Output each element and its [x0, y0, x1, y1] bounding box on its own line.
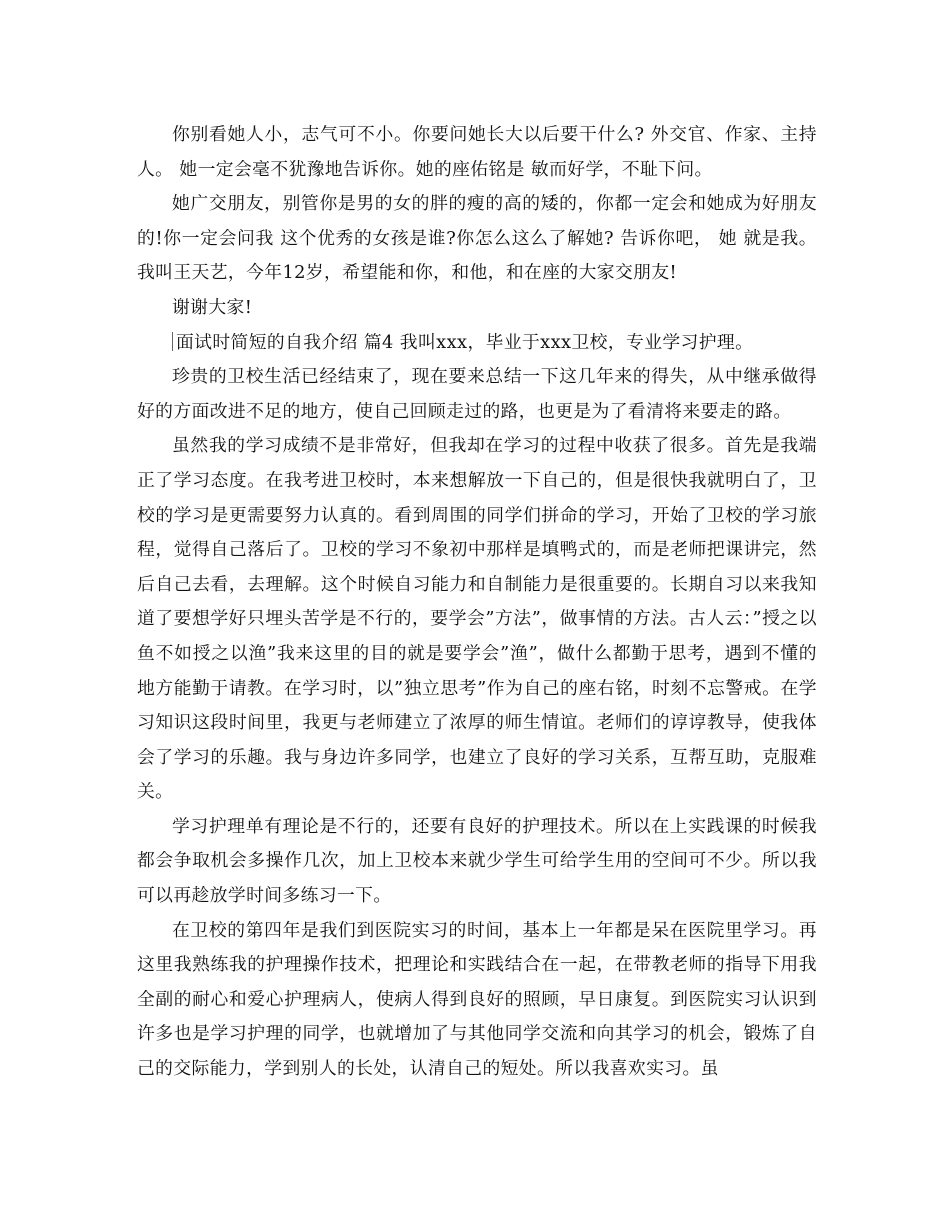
- paragraph: 她广交朋友，别管你是男的女的胖的瘦的高的矮的，你都一定会和她成为好朋友的!你一定会问我 这个优秀的女孩是谁?你怎么这么了解她? 告诉你吧， 她 就是我。我叫王天艺，今年12岁，希望能和你，和他，和在座的大家交朋友!: [137, 193, 817, 284]
- paragraph: 虽然我的学习成绩不是非常好，但我却在学习的过程中收获了很多。首先是我端正了学习态度。在我考进卫校时，本来想解放一下自己的，但是很快我就明白了，卫校的学习是更需要努力认真的。看到周围的同学们拼命的学习，开始了卫校的学习旅程，觉得自己落后了。卫校的学习不象初中那样是填鸭式的，而是老师把课讲完，然后自己去看，去理解。这个时候自习能力和自制能力是很重要的。长期自习以来我知道了要想学好只埋头苦学是不行的，要学会”方法”，做事情的方法。古人云：”授之以鱼不如授之以渔”我来这里的目的就是要学会”渔”，做什么都勤于思考，遇到不懂的地方能勤于请教。在学习时，以”独立思考”作为自己的座右铭，时刻不忘警戒。在学习知识这段时间里，我更与老师建立了浓厚的师生情谊。老师们的谆谆教导，使我体会了学习的乐趣。我与身边许多同学，也建立了良好的学习关系，互帮互助，克服难关。: [137, 435, 817, 803]
- paragraph: 学习护理单有理论是不行的，还要有良好的护理技术。所以在上实践课的时候我都会争取机会多操作几次，加上卫校本来就少学生可给学生用的空间可不少。所以我可以再趁放学时间多练习一下。: [137, 815, 817, 907]
- section-heading: 面试时简短的自我介绍 篇4 我叫xxx，毕业于xxx卫校，专业学习护理。: [176, 331, 754, 353]
- section-heading-line: [137, 326, 817, 361]
- document-body: [137, 118, 817, 1087]
- paragraph: 在卫校的第四年是我们到医院实习的时间，基本上一年都是呆在医院里学习。再这里我熟练我的护理操作技术，把理论和实践结合在一起，在带教老师的指导下用我全副的耐心和爱心护理病人，使病人得到良好的照顾，早日康复。到医院实习认识到许多也是学习护理的同学，也就增加了与其他同学交流和向其学习的机会，锻炼了自己的交际能力，学到别人的长处，认清自己的短处。所以我喜欢实习。虽: [137, 919, 817, 1080]
- text-cursor-bar: [172, 332, 173, 351]
- paragraph: 谢谢大家!: [172, 296, 253, 318]
- paragraph: 珍贵的卫校生活已经结束了，现在要来总结一下这几年来的得失，从中继承做得好的方面改进不足的地方，使自己回顾走过的路，也更是为了看清将来要走的路。: [137, 366, 817, 422]
- paragraph: 你别看她人小，志气可不小。你要问她长大以后要干什么? 外交官、作家、主持人。 她一定会毫不犹豫地告诉你。她的座佑铭是 敏而好学，不耻下问。: [137, 124, 817, 180]
